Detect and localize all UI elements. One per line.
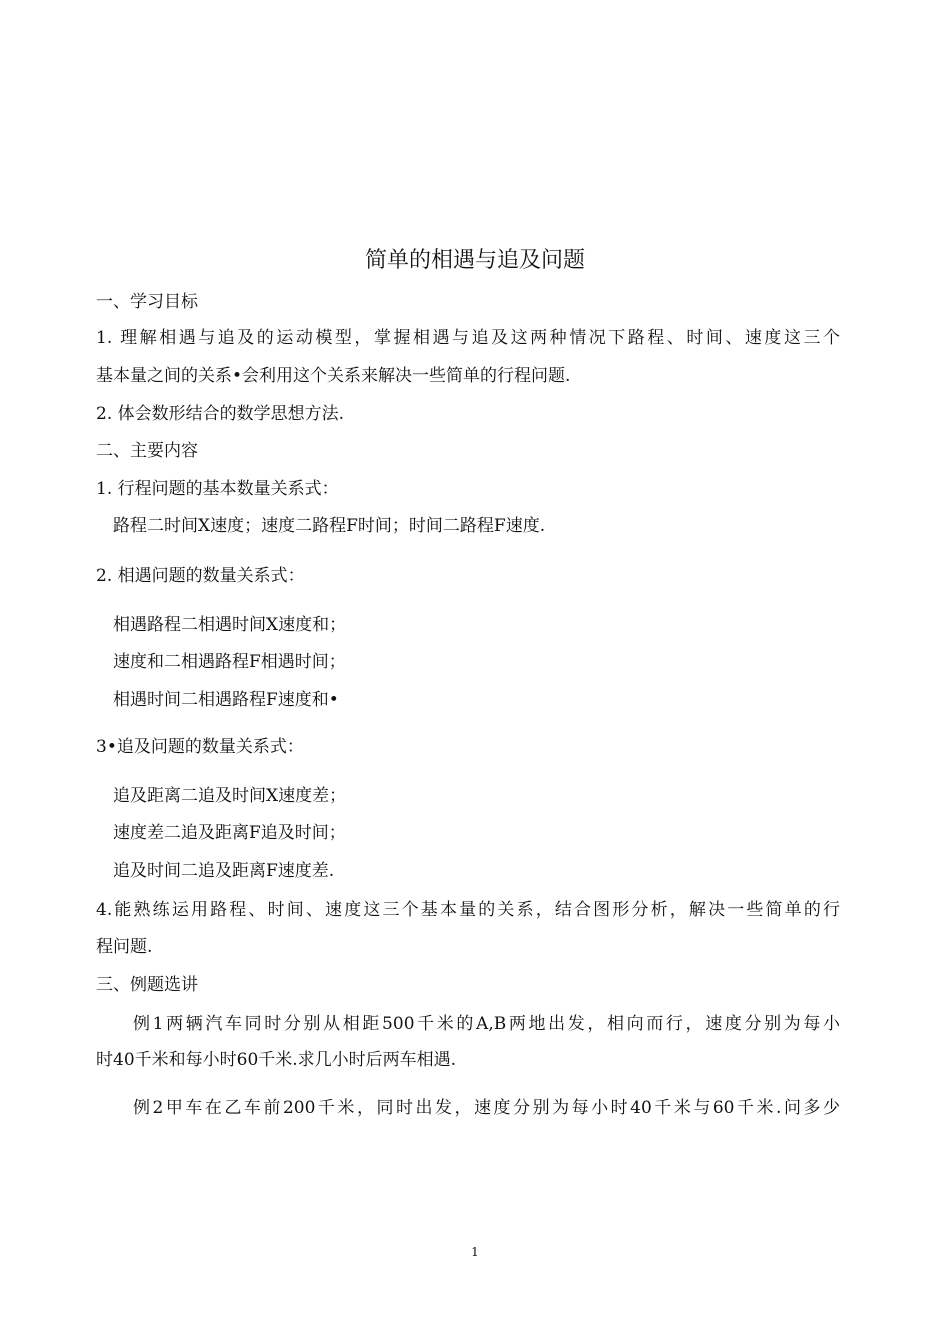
section-heading-main-content: 二、主要内容 xyxy=(96,441,198,461)
goal-item-1-line-1: 1. 理解相遇与追及的运动模型，掌握相遇与追及这两种情况下路程、时间、速度这三个 xyxy=(96,328,840,348)
content-item-2: 2. 相遇问题的数量关系式： xyxy=(96,566,305,586)
formula-chase-distance: 追及距离二追及时间X速度差； xyxy=(113,786,347,806)
example-2-line-1: 例2甲车在乙车前200千米，同时出发，速度分别为每小时40千米与60千米.问多少 xyxy=(133,1098,840,1118)
section-heading-learning-goals: 一、学习目标 xyxy=(96,292,198,312)
content-item-4-line-1: 4.能熟练运用路程、时间、速度这三个基本量的关系，结合图形分析，解决一些简单的行 xyxy=(96,900,840,920)
goal-item-2: 2. 体会数形结合的数学思想方法. xyxy=(96,404,345,424)
example-1-line-2: 时40千米和每小时60千米.求几小时后两车相遇. xyxy=(96,1050,457,1070)
document-title: 简单的相遇与追及问题 xyxy=(364,248,585,273)
formula-chase-time: 追及时间二追及距离F速度差. xyxy=(113,861,335,881)
example-1-line-1: 例1两辆汽车同时分别从相距500千米的A,B两地出发，相向而行，速度分别为每小 xyxy=(133,1014,840,1034)
goal-item-1-line-2: 基本量之间的关系•会利用这个关系来解决一些简单的行程问题. xyxy=(96,366,571,386)
content-item-3: 3•追及问题的数量关系式： xyxy=(96,737,304,757)
content-item-4-line-2: 程问题. xyxy=(96,937,153,957)
formula-basic-relations: 路程二时间X速度；速度二路程F时间；时间二路程F速度. xyxy=(113,516,546,536)
content-item-1: 1. 行程问题的基本数量关系式： xyxy=(96,479,339,499)
formula-meeting-time: 相遇时间二相遇路程F速度和• xyxy=(113,690,339,710)
page-number: 1 xyxy=(471,1245,479,1259)
formula-meeting-distance: 相遇路程二相遇时间X速度和； xyxy=(113,615,347,635)
section-heading-examples: 三、例题选讲 xyxy=(96,975,198,995)
formula-chase-speed-diff: 速度差二追及距离F追及时间； xyxy=(113,823,346,843)
formula-meeting-speed-sum: 速度和二相遇路程F相遇时间； xyxy=(113,652,346,672)
